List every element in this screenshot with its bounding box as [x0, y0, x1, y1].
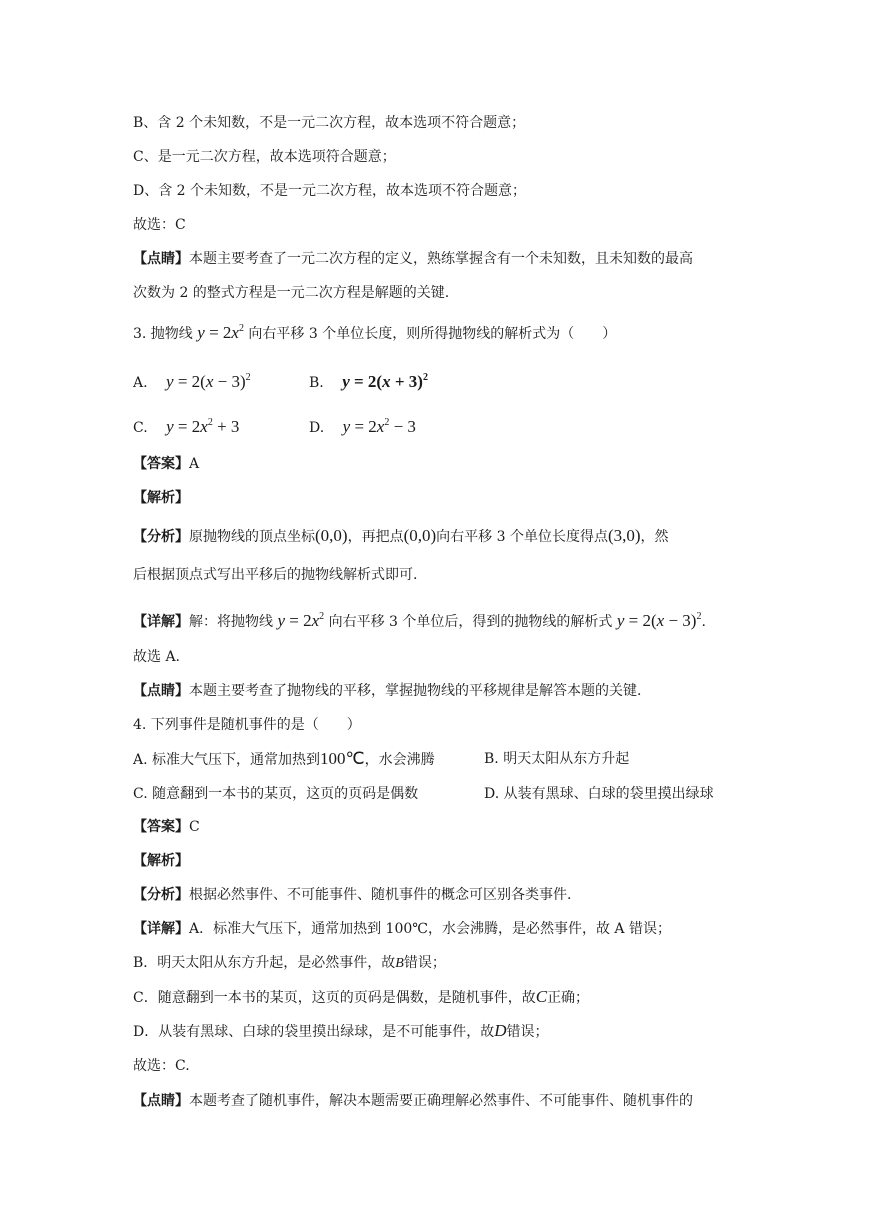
text-line: [133, 1092, 693, 1110]
coordinate: (0,0): [403, 526, 437, 545]
text-span: 3. 抛物线: [133, 326, 193, 342]
formula: $y = 2x^2$: [277, 611, 325, 630]
question-4-option-b: B. 明天太阳从东方升起: [484, 751, 630, 767]
text-line: [133, 682, 641, 700]
formula: $y = 2x^2$: [197, 323, 244, 342]
answer-value: C: [189, 819, 200, 835]
text-span: D．从装有黑球、白球的袋里摸出绿球，是不可能事件，故: [133, 1024, 495, 1040]
text-span: 本题主要考查了抛物线的平移，掌握抛物线的平移规律是解答本题的关键.: [189, 683, 642, 699]
text-span: 向右平移 3 个单位长度，则所得抛物线的解析式为（ ）: [248, 326, 617, 342]
text-span: 解：将抛物线: [189, 614, 273, 630]
question-3-option-b: [309, 368, 428, 393]
temperature: 100℃: [320, 749, 365, 768]
text-line: 后根据顶点式写出平移后的抛物线解析式即可.: [133, 567, 418, 583]
text-line: D、含 2 个未知数，不是一元二次方程，故本选项不符合题意；: [133, 183, 527, 199]
question-4-option-c: C. 随意翻到一本书的某页，这页的页码是偶数: [133, 786, 419, 802]
section-tag: 【详解】: [133, 921, 189, 937]
text-line: B、含 2 个未知数，不是一元二次方程，故本选项不符合题意；: [133, 115, 526, 131]
text-span: ，再把点: [347, 529, 404, 545]
coordinate: (3,0): [607, 526, 641, 545]
option-label: D.: [309, 420, 325, 436]
option-label: C.: [133, 420, 148, 436]
text-span: 根据必然事件、不可能事件、随机事件的概念可区别各类事件.: [189, 887, 572, 903]
section-tag: 【点睛】: [133, 1093, 189, 1109]
text-span: .: [701, 614, 706, 630]
question-4-option-d: D. 从装有黑球、白球的袋里摸出绿球: [484, 786, 714, 802]
formula: $y = 2x^2 + 3$: [166, 417, 240, 436]
analysis-heading: 【解析】: [133, 490, 189, 506]
question-3-stem: [133, 320, 616, 343]
section-tag: 【分析】: [133, 529, 189, 545]
formula: $y = 2x^2 - 3$: [342, 417, 416, 436]
question-4-option-a: [133, 749, 435, 770]
section-tag: 【详解】: [133, 614, 189, 630]
question-3-option-a: [133, 368, 251, 393]
analysis-heading: 【解析】: [133, 853, 189, 869]
section-tag: 【点睛】: [133, 251, 189, 267]
text-line: [133, 886, 571, 904]
text-line: 故选：C: [133, 217, 186, 233]
section-tag: 【答案】: [133, 819, 189, 835]
section-tag: 【点睛】: [133, 683, 189, 699]
text-span: ，水会沸腾: [364, 752, 435, 768]
variable: D: [494, 1021, 507, 1040]
question-3-option-d: [309, 413, 416, 438]
variable: B: [395, 956, 404, 971]
question-3-option-c: [133, 413, 239, 438]
answer-line: [133, 818, 200, 836]
answer-line: [133, 455, 199, 473]
text-span: 向右平移 3 个单位长度得点: [436, 529, 608, 545]
formula: $y = 2(x + 3)^2$: [342, 372, 428, 391]
text-span: 原抛物线的顶点坐标: [189, 529, 315, 545]
text-line: 故选 A.: [133, 649, 181, 665]
text-span: 正确；: [547, 990, 590, 1006]
formula: $y = 2(x - 3)^2$: [616, 611, 702, 630]
text-line: [133, 954, 446, 973]
text-span: 本题考查了随机事件，解决本题需要正确理解必然事件、不可能事件、随机事件的: [189, 1093, 693, 1109]
text-line: 次数为 2 的整式方程是一元二次方程是解题的关键.: [133, 285, 450, 301]
text-line: [133, 920, 671, 938]
text-line: [133, 250, 693, 268]
option-label: B.: [309, 375, 324, 391]
option-label: A.: [133, 375, 148, 391]
section-tag: 【答案】: [133, 456, 189, 472]
text-span: 本题主要考查了一元二次方程的定义，熟练掌握含有一个未知数，且未知数的最高: [189, 251, 693, 267]
text-span: 错误；: [506, 1024, 549, 1040]
formula: $y = 2(x - 3)^2$: [166, 372, 251, 391]
text-span: A. 标准大气压下，通常加热到: [133, 752, 321, 768]
text-line: [133, 1022, 549, 1041]
text-span: ，然: [640, 529, 669, 545]
text-line: [133, 608, 706, 631]
question-4-stem: 4. 下列事件是随机事件的是（ ）: [133, 717, 361, 733]
section-tag: 【分析】: [133, 887, 189, 903]
text-span: 错误；: [403, 955, 446, 971]
text-line: C、是一元二次方程，故本选项符合题意；: [133, 149, 396, 165]
text-span: 向右平移 3 个单位后，得到的抛物线的解析式: [328, 614, 613, 630]
text-line: [133, 988, 589, 1007]
text-line: [133, 527, 669, 546]
text-span: A．标准大气压下，通常加热到 100℃，水会沸腾，是必然事件，故 A 错误；: [189, 921, 671, 937]
text-span: C．随意翻到一本书的某页，这页的页码是偶数，是随机事件，故: [133, 990, 536, 1006]
text-line: 故选：C.: [133, 1058, 190, 1074]
variable: C: [535, 987, 548, 1006]
coordinate: (0,0): [315, 526, 348, 545]
text-span: B．明天太阳从东方升起，是必然事件，故: [133, 955, 396, 971]
answer-value: A: [189, 456, 200, 472]
